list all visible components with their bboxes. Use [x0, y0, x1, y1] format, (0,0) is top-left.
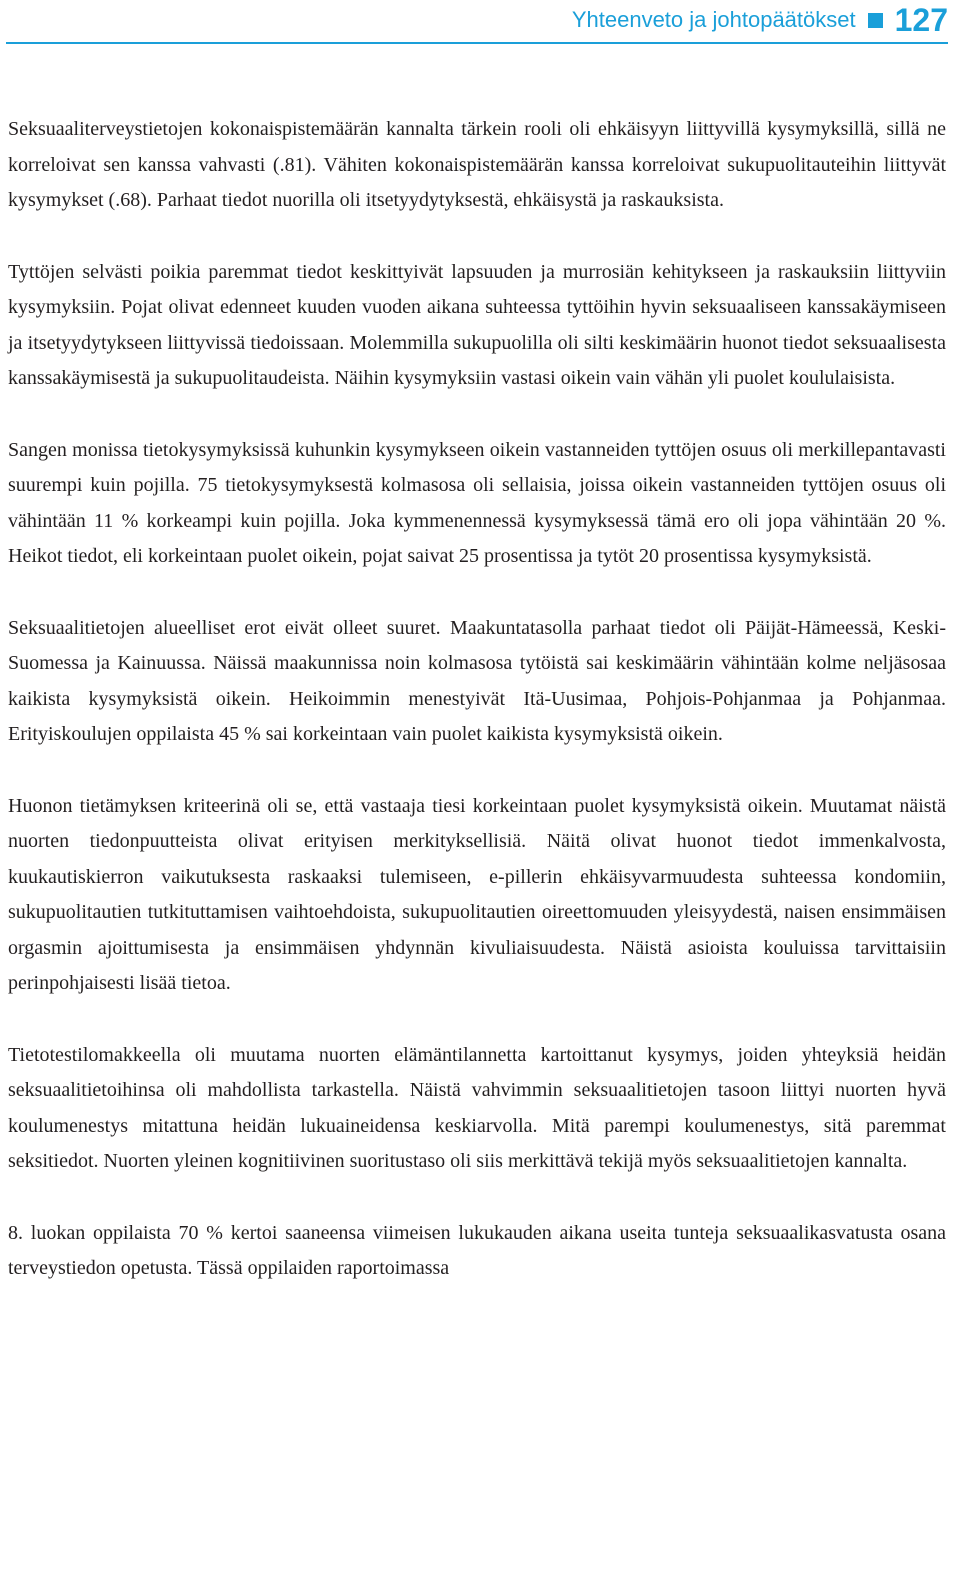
square-bullet-icon [868, 13, 883, 28]
paragraph: Sangen monissa tietokysymyksissä kuhunkin kysymykseen oikein vastanneiden tyttöjen osuus oli merkillepantavasti suurempi kuin pojilla. 75 tietokysymyksestä kolmasosa oli sellaisia, joissa oikein vastanneiden tyttöjen osuus oli vähintään 11 % korkeampi kuin pojilla. Joka kymmenennessä kysymyksessä tämä ero oli jopa vähintään 20 %. Heikot tiedot, eli korkeintaan puolet oikein, pojat saivat 25 prosentissa ja tytöt 20 prosentissa kysymyksistä. [8, 438, 946, 567]
paragraph: Tyttöjen selvästi poikia paremmat tiedot keskittyivät lapsuuden ja murrosiän kehitykseen ja raskauksiin liittyviin kysymyksiin. Pojat olivat edenneet kuuden vuoden aikana suhteessa tyttöihin hyvin seksuaaliseen kanssakäymiseen ja itsetyydytykseen liittyvissä tiedoissaan. Molemmilla sukupuolilla oli silti keskimäärin huonot tiedot seksuaalisesta kanssakäymisestä ja sukupuolitaudeista. Näihin kysymyksiin vastasi oikein vain vähän yli puolet koululaisista. [8, 260, 946, 389]
paragraph: Tietotestilomakkeella oli muutama nuorten elämäntilannetta kartoittanut kysymys, joiden yhteyksiä heidän seksuaalitietoihinsa oli mahdollista tarkastella. Näistä vahvimmin seksuaalitietojen tasoon liittyi nuorten hyvä koulumenestys mitattuna heidän lukuaineidensa keskiarvolla. Mitä parempi koulumenestys, sitä paremmat seksitiedot. Nuorten yleinen kognitiivinen suoritustaso oli siis merkittävä tekijä myös seksuaalitietojen kannalta. [8, 1043, 946, 1172]
paragraph: Seksuaalitietojen alueelliset erot eivät olleet suuret. Maakuntatasolla parhaat tiedot oli Päijät-Hämeessä, Keski-Suomessa ja Kainuussa. Näissä maakunnissa noin kolmasosa tytöistä sai keskimäärin vähintään kolme neljäsosaa kaikista kysymyksistä oikein. Heikoimmin menestyivät Itä-Uusimaa, Pohjois-Pohjanmaa ja Pohjanmaa. Erityiskoulujen oppilaista 45 % sai korkeintaan vain puolet kaikista kysymyksistä oikein. [8, 616, 946, 745]
header-rule [6, 42, 948, 44]
paragraph: Seksuaaliterveystietojen kokonaispistemäärän kannalta tärkein rooli oli ehkäisyyn liittyvillä kysymyksillä, sillä ne korreloivat sen kanssa vahvasti (.81). Vähiten kokonaispistemäärän kanssa korreloivat sukupuolitauteihin liittyvät kysymykset (.68). Parhaat tiedot nuorilla oli itsetyydytyksestä, ehkäisystä ja raskauksista. [8, 118, 946, 211]
running-header [572, 0, 948, 40]
section-title: Yhteenveto ja johtopäätökset [571, 7, 856, 32]
paragraph: 8. luokan oppilaista 70 % kertoi saaneensa viimeisen lukukauden aikana useita tunteja seksuaalikasvatusta osana terveystiedon opetusta. Tässä oppilaiden raportoimassa [8, 1221, 946, 1279]
paragraph: Huonon tietämyksen kriteerinä oli se, että vastaaja tiesi korkeintaan puolet kysymyksistä oikein. Muutamat näistä nuorten tiedonpuutteista olivat erityisen merkityksellisiä. Näitä olivat huonot tiedot immenkalvosta, kuukautiskierron vaikutuksesta raskaaksi tulemiseen, e-pillerin ehkäisyvarmuudesta suhteessa kondomiin, sukupuolitautien tutkituttamisen vaihtoehdoista, sukupuolitautien oireettomuuden yleisyydestä, naisen ensimmäisen orgasmin ajoittumisesta ja ensimmäisen yhdynnän kivuliaisuudesta. Näistä asioista kouluissa tarvittaisiin perinpohjaisesti lisää tietoa. [8, 794, 946, 994]
page-number: 127 [894, 1, 948, 38]
body-text [8, 112, 946, 1323]
